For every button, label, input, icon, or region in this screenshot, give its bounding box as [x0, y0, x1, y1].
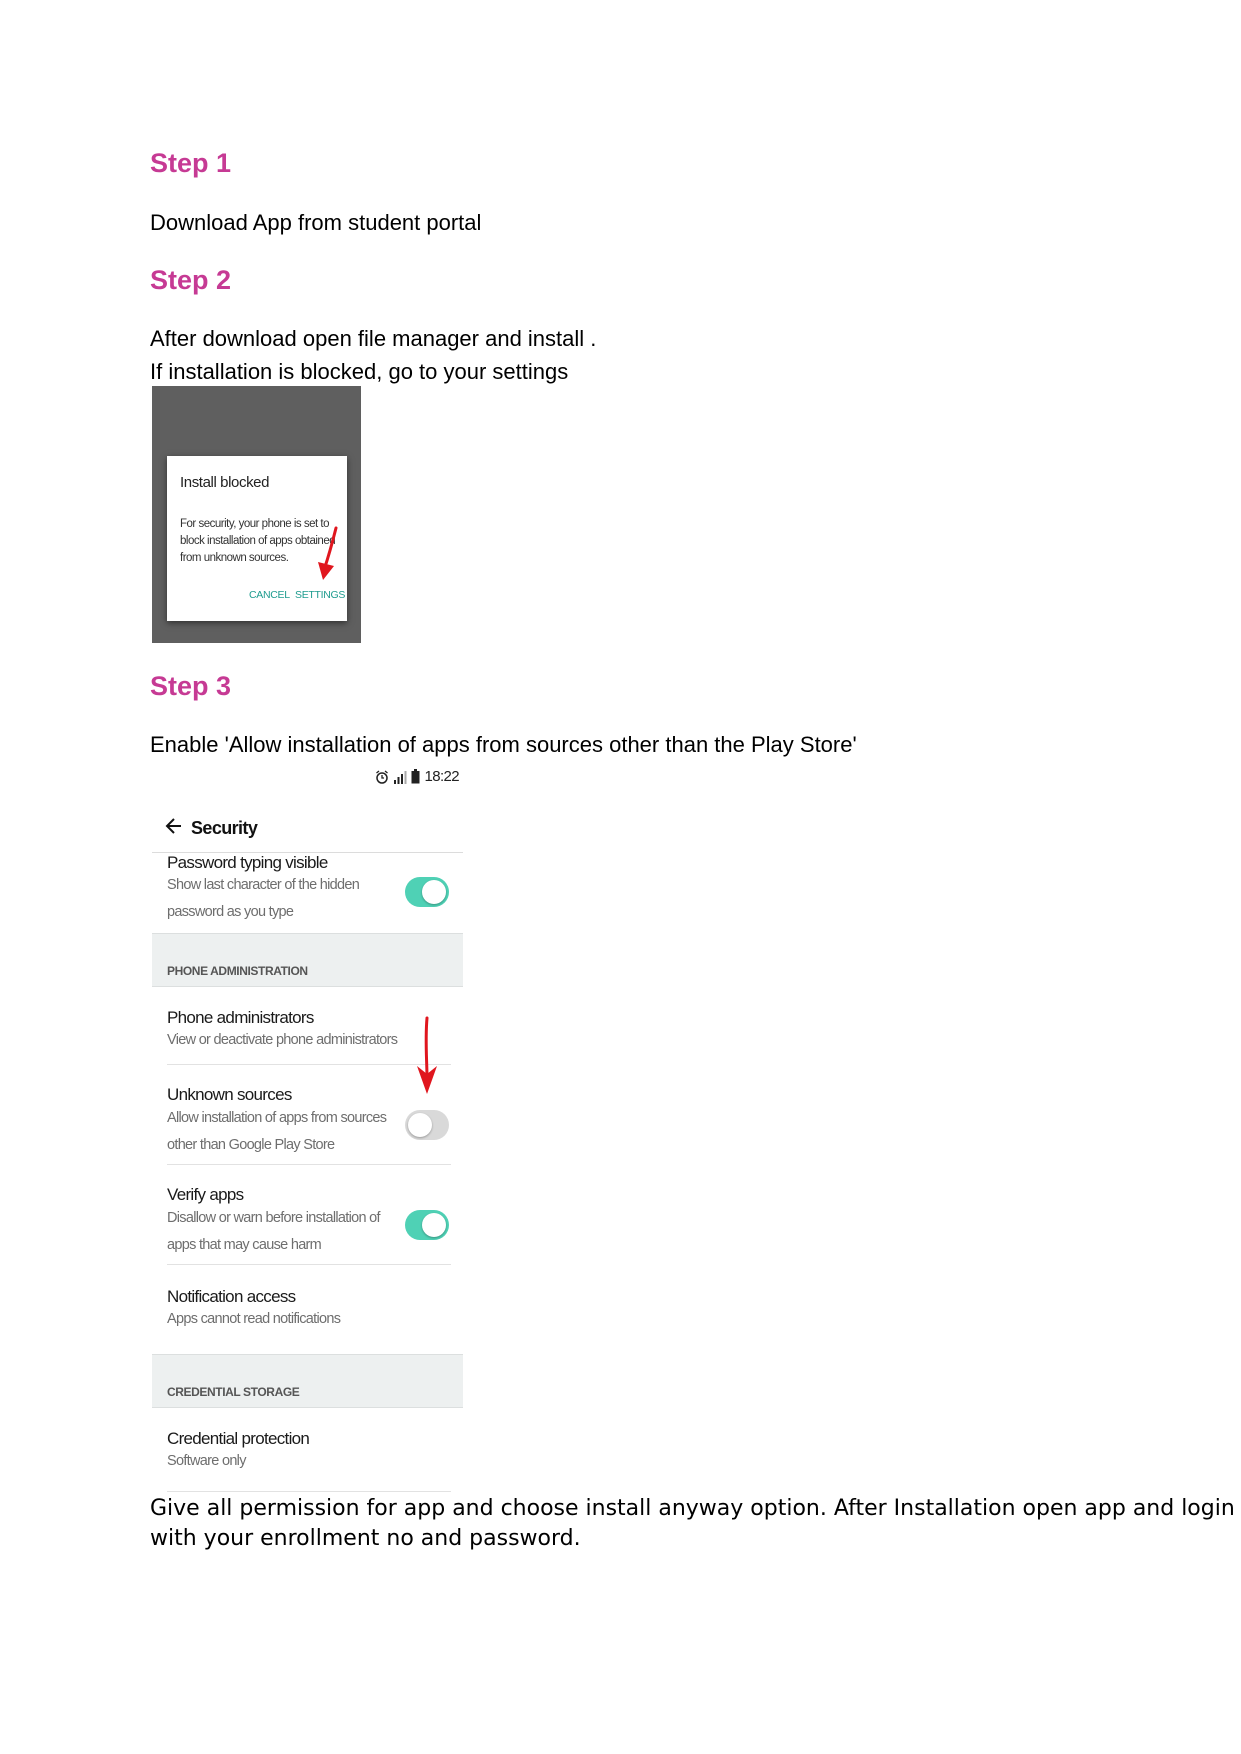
row-title: Phone administrators [167, 1008, 314, 1027]
section-header [152, 933, 463, 987]
section-label: PHONE ADMINISTRATION [167, 964, 308, 978]
row-subtitle: Disallow or warn before installation of [167, 1210, 380, 1226]
toggle-knob [408, 1113, 432, 1137]
row-divider [167, 1491, 451, 1492]
unknown-sources-toggle[interactable] [405, 1110, 449, 1140]
step-2-heading: Step 2 [150, 265, 232, 295]
step-1-text: Download App from student portal [150, 210, 482, 235]
setting-password-visible[interactable] [152, 847, 463, 945]
cancel-button[interactable]: CANCEL [249, 589, 290, 601]
section-label: CREDENTIAL STORAGE [167, 1385, 300, 1399]
row-subtitle: Show last character of the hidden [167, 877, 360, 893]
app-bar [152, 806, 463, 852]
row-title: Verify apps [167, 1185, 244, 1204]
section-header [152, 1354, 463, 1408]
battery-icon [411, 769, 420, 784]
setting-notification-access[interactable] [152, 1265, 463, 1345]
alarm-icon [375, 770, 389, 784]
row-title: Unknown sources [167, 1085, 292, 1104]
row-subtitle: Allow installation of apps from sources [167, 1110, 387, 1126]
row-subtitle: View or deactivate phone administrators [167, 1032, 398, 1048]
step-3-heading: Step 3 [150, 671, 232, 701]
step-1-heading: Step 1 [150, 148, 232, 178]
row-subtitle: password as you type [167, 904, 294, 920]
row-subtitle: apps that may cause harm [167, 1237, 322, 1253]
red-arrow-icon [314, 526, 344, 586]
settings-button[interactable]: SETTINGS [295, 589, 346, 601]
dialog-body: For security, your phone is set to block installation of apps obtained from unknown sources. [180, 518, 336, 564]
verify-apps-toggle[interactable] [405, 1210, 449, 1240]
back-arrow-icon[interactable] [164, 816, 184, 836]
step-3-text: Enable 'Allow installation of apps from sources other than the Play Store' [150, 732, 857, 757]
row-subtitle: Software only [167, 1453, 246, 1469]
status-bar [375, 768, 459, 785]
dialog-title: Install blocked [180, 474, 270, 491]
status-time: 18:22 [424, 768, 459, 785]
signal-icon [393, 770, 407, 784]
row-title: Credential protection [167, 1429, 310, 1448]
screen-title: Security [191, 818, 258, 838]
toggle-knob [422, 1213, 446, 1237]
setting-verify-apps[interactable] [152, 1165, 463, 1264]
security-settings-screenshot [152, 764, 463, 1494]
final-text-line2: with your enrollment no and password. [150, 1526, 581, 1551]
step-2-text-line1: After download open file manager and install . [150, 326, 597, 351]
row-subtitle: other than Google Play Store [167, 1137, 335, 1153]
row-title: Password typing visible [167, 853, 328, 872]
install-blocked-screenshot [152, 386, 361, 643]
step-2-text-line2: If installation is blocked, go to your settings [150, 359, 569, 384]
password-visible-toggle[interactable] [405, 877, 449, 907]
row-subtitle: Apps cannot read notifications [167, 1311, 341, 1327]
final-text-line1: Give all permission for app and choose install anyway option. After Installation open app and login [150, 1496, 1235, 1521]
final-instructions [150, 1494, 1241, 1554]
setting-credential-protection[interactable] [152, 1407, 463, 1491]
red-arrow-icon [412, 1016, 442, 1096]
toggle-knob [422, 880, 446, 904]
row-title: Notification access [167, 1287, 296, 1306]
